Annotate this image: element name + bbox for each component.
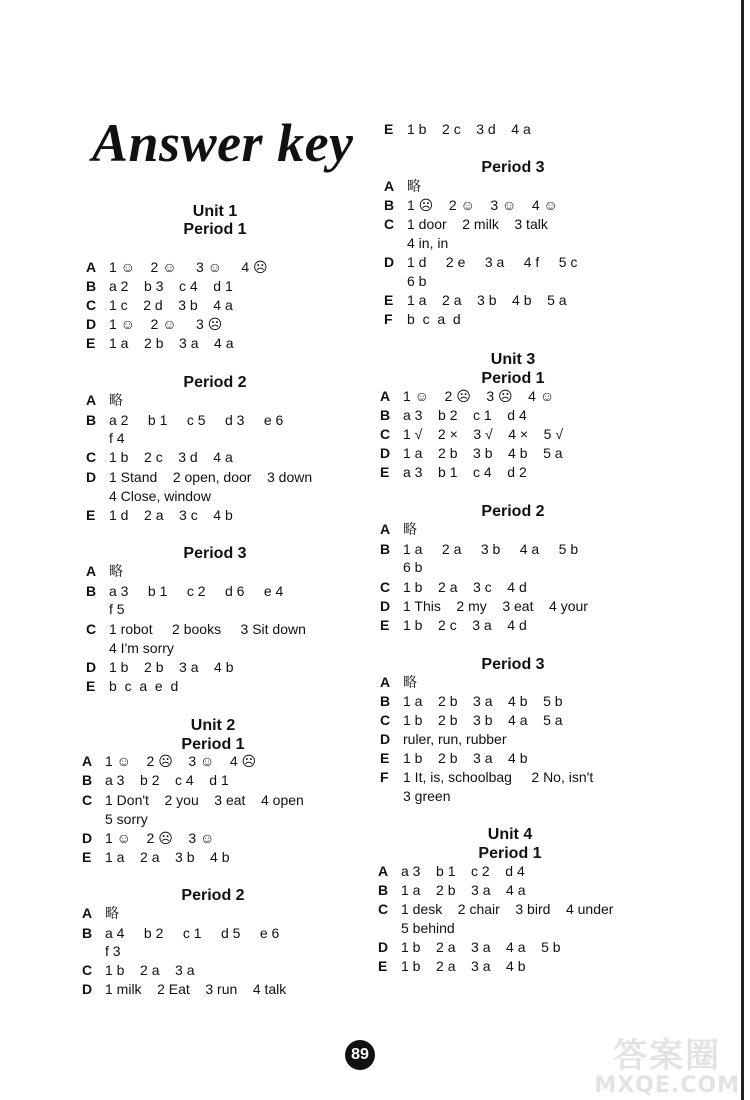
row-label: E xyxy=(380,750,390,766)
row-answers: 1 b 2 a 3 c 4 d xyxy=(403,579,527,595)
row-label: E xyxy=(384,292,394,308)
row-label: A xyxy=(380,388,391,404)
row-answers: 1 b 2 c 3 d 4 a xyxy=(109,449,233,465)
row-continuation: 5 behind xyxy=(401,920,455,936)
row-answers: 1 ☺ 2 ☹ 3 ☹ 4 ☺ xyxy=(403,388,555,404)
row-continuation: 4 in, in xyxy=(407,235,449,251)
row-label: E xyxy=(384,121,394,137)
unit-heading: Unit 4 xyxy=(487,826,533,843)
row-answers: 略 xyxy=(105,905,119,921)
row-label: A xyxy=(86,392,97,408)
row-label: C xyxy=(86,621,97,637)
row-label: B xyxy=(86,412,97,428)
row-answers: 略 xyxy=(407,178,421,194)
row-answers: 1 d 2 a 3 c 4 b xyxy=(109,507,233,523)
page-number: 89 xyxy=(345,1040,375,1070)
row-answers: 略 xyxy=(403,521,417,537)
row-answers: b c a e d xyxy=(109,678,179,694)
row-answers: b c a d xyxy=(407,311,461,327)
row-answers: 略 xyxy=(109,392,123,408)
row-answers: 1 b 2 c 3 d 4 a xyxy=(407,121,531,137)
row-continuation: 4 Close, window xyxy=(109,488,211,504)
row-answers: 1 Stand 2 open, door 3 down xyxy=(109,469,313,485)
row-label: E xyxy=(82,849,92,865)
page-title: Answer key xyxy=(92,113,354,173)
period-heading: Period 1 xyxy=(478,845,542,862)
row-label: C xyxy=(82,962,93,978)
row-answers: 1 ☺ 2 ☹ 3 ☺ xyxy=(105,830,215,846)
row-label: B xyxy=(86,278,97,294)
row-answers: 1 b 2 c 3 a 4 d xyxy=(403,617,527,633)
row-label: C xyxy=(86,449,97,465)
row-answers: a 3 b 1 c 2 d 4 xyxy=(401,863,525,879)
row-answers: 1 d 2 e 3 a 4 f 5 c xyxy=(407,254,578,270)
row-label: A xyxy=(380,674,391,690)
row-answers: 1 b 2 b 3 a 4 b xyxy=(403,750,528,766)
row-label: A xyxy=(380,521,391,537)
row-label: B xyxy=(380,693,391,709)
row-answers: 1 b 2 a 3 a 4 b xyxy=(401,958,526,974)
row-label: E xyxy=(378,958,388,974)
row-answers: a 3 b 2 c 4 d 1 xyxy=(105,772,229,788)
period-heading: Period 2 xyxy=(481,503,545,520)
row-label: C xyxy=(378,901,389,917)
row-continuation: 5 sorry xyxy=(105,811,148,827)
row-label: A xyxy=(82,905,93,921)
row-answers: 1 a 2 b 3 a 4 a xyxy=(109,335,234,351)
row-answers: 1 a 2 b 3 b 4 b 5 a xyxy=(403,445,563,461)
period-heading: Period 1 xyxy=(181,736,245,753)
row-answers: 1 a 2 b 3 a 4 a xyxy=(401,882,526,898)
row-answers: 1 ☺ 2 ☹ 3 ☺ 4 ☹ xyxy=(105,753,257,769)
period-heading: Period 2 xyxy=(181,887,245,904)
row-answers: 1 robot 2 books 3 Sit down xyxy=(109,621,306,637)
row-label: B xyxy=(380,407,391,423)
row-continuation: f 5 xyxy=(109,601,125,617)
row-answers: 1 Don't 2 you 3 eat 4 open xyxy=(105,792,304,808)
period-heading: Period 1 xyxy=(481,370,545,387)
row-label: E xyxy=(86,507,96,523)
row-label: D xyxy=(86,469,97,485)
row-answers: a 3 b 1 c 4 d 2 xyxy=(403,464,527,480)
watermark-logo-text: 答案圈 xyxy=(613,1036,722,1076)
row-label: C xyxy=(86,297,97,313)
row-label: B xyxy=(384,197,395,213)
row-label: A xyxy=(86,259,97,275)
row-label: D xyxy=(380,598,391,614)
row-answers: 1 a 2 a 3 b 4 b xyxy=(105,849,230,865)
row-continuation: 6 b xyxy=(407,273,427,289)
row-label: B xyxy=(86,583,97,599)
row-answers: 1 ☹ 2 ☺ 3 ☺ 4 ☺ xyxy=(407,197,558,213)
row-label: E xyxy=(86,678,96,694)
row-answers: 1 ☺ 2 ☺ 3 ☺ 4 ☹ xyxy=(109,259,268,275)
row-answers: 1 It, is, schoolbag 2 No, isn't xyxy=(403,769,594,785)
site-watermark xyxy=(594,1038,740,1098)
row-answers: 1 c 2 d 3 b 4 a xyxy=(109,297,233,313)
row-answers: a 3 b 2 c 1 d 4 xyxy=(403,407,527,423)
period-heading: Period 3 xyxy=(481,656,545,673)
row-answers: 1 b 2 b 3 a 4 b xyxy=(109,659,234,675)
row-label: A xyxy=(384,178,395,194)
row-answers: 1 b 2 a 3 a 4 a 5 b xyxy=(401,939,561,955)
row-label: C xyxy=(82,792,93,808)
row-label: D xyxy=(82,981,93,997)
row-label: C xyxy=(380,426,391,442)
row-answers: 略 xyxy=(109,563,123,579)
row-label: E xyxy=(380,617,390,633)
row-answers: 1 b 2 a 3 a xyxy=(105,962,195,978)
row-label: A xyxy=(378,863,389,879)
row-label: F xyxy=(384,311,393,327)
row-continuation: f 3 xyxy=(105,943,121,959)
unit-heading: Unit 1 xyxy=(192,203,238,220)
watermark-url: MXQE.COM xyxy=(594,1073,740,1098)
period-heading: Period 3 xyxy=(183,545,247,562)
row-answers: 1 ☺ 2 ☺ 3 ☹ xyxy=(109,316,223,332)
period-heading: Period 2 xyxy=(183,374,247,391)
row-label: D xyxy=(378,939,389,955)
row-answers: 1 a 2 a 3 b 4 a 5 b xyxy=(403,541,579,557)
row-label: B xyxy=(380,541,391,557)
row-answers: 1 This 2 my 3 eat 4 your xyxy=(403,598,588,614)
row-continuation: 4 I'm sorry xyxy=(109,640,174,656)
row-answers: a 3 b 1 c 2 d 6 e 4 xyxy=(109,583,284,599)
row-answers: 1 a 2 a 3 b 4 b 5 a xyxy=(407,292,567,308)
row-label: D xyxy=(380,731,391,747)
row-label: E xyxy=(380,464,390,480)
row-continuation: 3 green xyxy=(403,788,451,804)
row-label: F xyxy=(380,769,389,785)
row-label: C xyxy=(380,712,391,728)
row-label: B xyxy=(82,772,93,788)
row-continuation: f 4 xyxy=(109,430,125,446)
row-answers: 1 milk 2 Eat 3 run 4 talk xyxy=(105,981,287,997)
row-label: C xyxy=(384,216,395,232)
row-label: D xyxy=(82,830,93,846)
row-label: D xyxy=(86,659,97,675)
row-answers: 略 xyxy=(403,674,417,690)
row-answers: 1 b 2 b 3 b 4 a 5 a xyxy=(403,712,563,728)
row-answers: 1 a 2 b 3 a 4 b 5 b xyxy=(403,693,563,709)
row-answers: a 4 b 2 c 1 d 5 e 6 xyxy=(105,925,280,941)
row-label: A xyxy=(86,563,97,579)
row-label: B xyxy=(82,925,93,941)
row-answers: a 2 b 1 c 5 d 3 e 6 xyxy=(109,412,284,428)
period-heading: Period 3 xyxy=(481,159,545,176)
row-answers: 1 door 2 milk 3 talk xyxy=(407,216,548,232)
row-label: D xyxy=(86,316,97,332)
row-answers: a 2 b 3 c 4 d 1 xyxy=(109,278,233,294)
row-answers: ruler, run, rubber xyxy=(403,731,507,747)
row-label: B xyxy=(378,882,389,898)
row-label: D xyxy=(384,254,395,270)
row-answers: 1 desk 2 chair 3 bird 4 under xyxy=(401,901,614,917)
row-label: E xyxy=(86,335,96,351)
period-heading: Period 1 xyxy=(183,221,247,238)
row-label: C xyxy=(380,579,391,595)
row-label: D xyxy=(380,445,391,461)
row-answers: 1 √ 2 × 3 √ 4 × 5 √ xyxy=(403,426,564,442)
unit-heading: Unit 3 xyxy=(490,351,536,368)
row-continuation: 6 b xyxy=(403,559,423,575)
row-label: A xyxy=(82,753,93,769)
unit-heading: Unit 2 xyxy=(190,717,236,734)
